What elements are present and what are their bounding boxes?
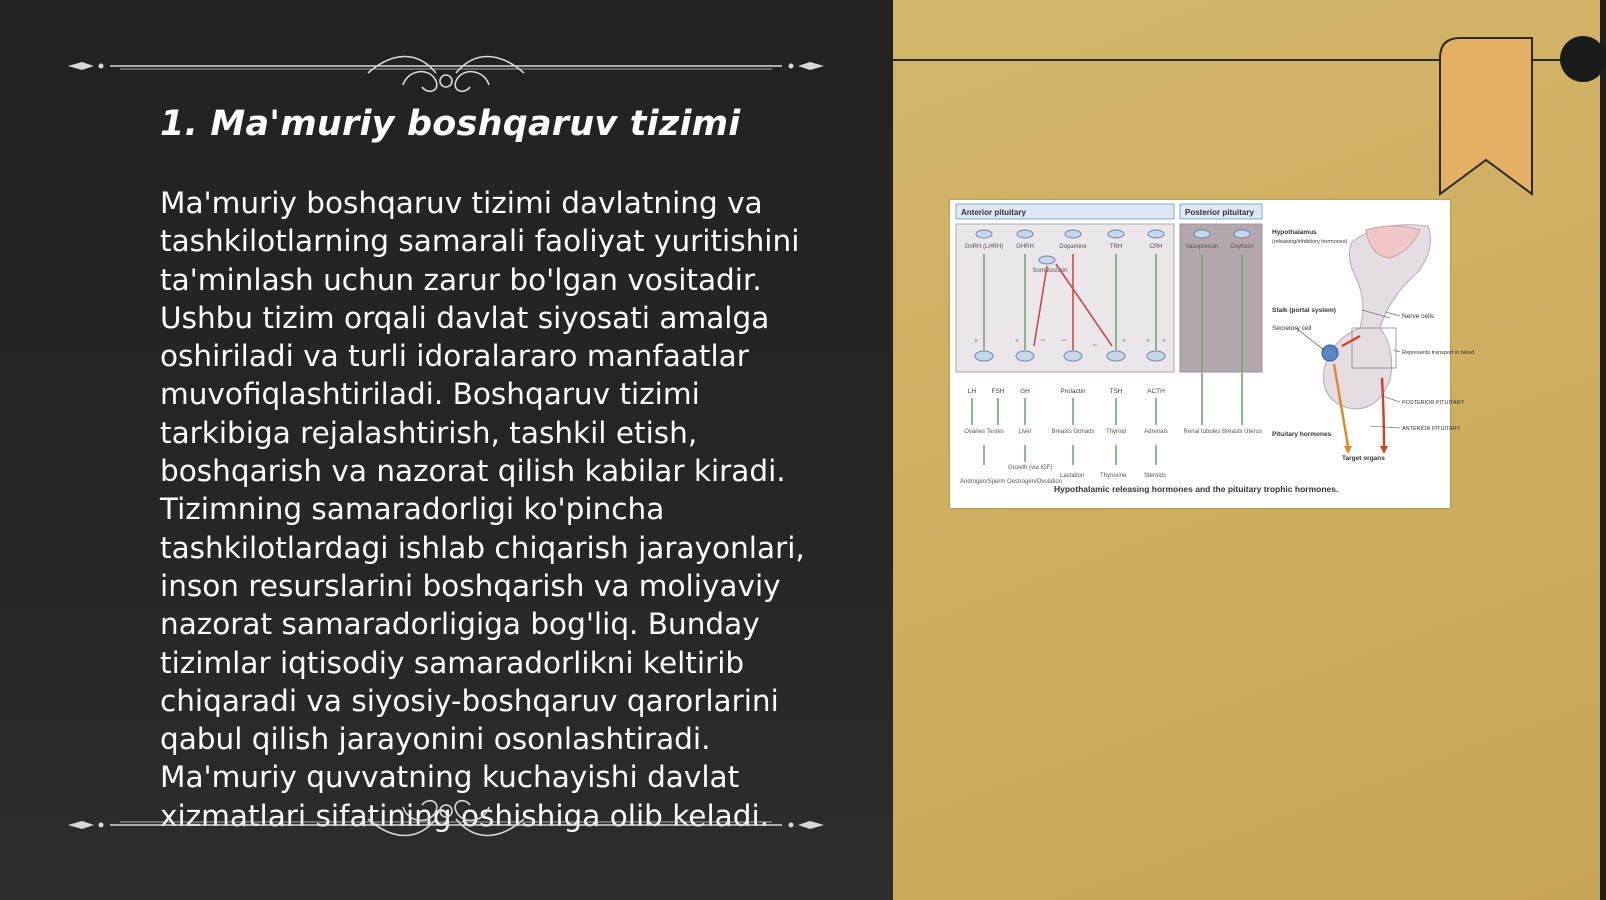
figure-caption: Hypothalamic releasing hormones and the pituitary trophic hormones. bbox=[1054, 484, 1339, 494]
anatomy-anterior: ANTERIOR PITUITARY bbox=[1402, 426, 1461, 432]
svg-text:+: + bbox=[1014, 336, 1020, 345]
product-lactation: Lactation bbox=[1060, 473, 1085, 479]
trophic-gh: GH bbox=[1020, 388, 1030, 395]
product-steroids: Steroids bbox=[1144, 473, 1167, 479]
pituitary-hormones-figure bbox=[950, 200, 1475, 508]
target-renal: Renal tubules bbox=[1183, 429, 1221, 435]
anatomy-hypothalamus-sub: (releasing/inhibitory hormones) bbox=[1272, 239, 1348, 245]
target-breasts-uterus: Breasts Uterus bbox=[1222, 429, 1262, 435]
bottom-ornament-divider bbox=[68, 801, 824, 851]
releasing-trh: TRH bbox=[1109, 244, 1123, 250]
trophic-tsh: TSH bbox=[1109, 388, 1123, 395]
svg-text:+: + bbox=[973, 336, 979, 345]
product-androgen: Androgen/Sperm Oestrogen/Ovulation bbox=[960, 479, 1063, 485]
svg-text:+: + bbox=[1161, 336, 1167, 345]
svg-text:+: + bbox=[1121, 336, 1127, 345]
trophic-fsh: FSH bbox=[991, 388, 1005, 395]
target-breasts-gonads: Breasts Gonads bbox=[1051, 429, 1095, 435]
anatomy-represents: Represents transport in blood bbox=[1402, 350, 1475, 356]
anatomy-secretory: Secretory cell bbox=[1272, 325, 1312, 332]
svg-text:−: − bbox=[1061, 335, 1067, 345]
product-thyroxine: Thyroxine bbox=[1100, 473, 1127, 479]
releasing-ghrh: GHRH bbox=[1016, 244, 1034, 250]
target-liver: Liver bbox=[1018, 429, 1032, 435]
anatomy-hypothalamus: Hypothalamus bbox=[1272, 229, 1317, 236]
target-thyroid: Thyroid bbox=[1105, 429, 1127, 435]
svg-text:−: − bbox=[1092, 340, 1098, 350]
posterior-oxytocin: Oxytocin bbox=[1230, 244, 1254, 250]
svg-text:−: − bbox=[1040, 335, 1046, 345]
top-ornament-divider bbox=[68, 41, 824, 91]
somatostatin-label: Somatostatin bbox=[1032, 268, 1068, 274]
corner-circle bbox=[1560, 36, 1606, 82]
trophic-lh: LH bbox=[967, 388, 977, 395]
posterior-vasopressin: Vasopressin bbox=[1185, 244, 1219, 250]
anatomy-target: Target organs bbox=[1342, 455, 1385, 462]
trophic-acth: ACTH bbox=[1147, 388, 1165, 395]
target-ovaries: Ovaries Testes bbox=[964, 429, 1004, 435]
anatomy-stalk: Stalk (portal system) bbox=[1272, 307, 1336, 314]
posterior-pituitary-label: Posterior pituitary bbox=[1185, 208, 1254, 217]
target-adrenals: Adrenals bbox=[1144, 429, 1168, 435]
anatomy-posterior: POSTERIOR PITUITARY bbox=[1402, 400, 1465, 406]
bookmark-ribbon bbox=[1438, 36, 1534, 196]
anatomy-pituitary-hormones: Pituitary hormones bbox=[1272, 431, 1332, 438]
svg-text:+: + bbox=[1145, 336, 1151, 345]
product-growth: Growth (via IGF) bbox=[1008, 465, 1053, 471]
releasing-gnrh: GnRH (LHRH) bbox=[964, 244, 1004, 250]
anatomy-nerve: Nerve cells bbox=[1402, 313, 1435, 320]
anterior-pituitary-label: Anterior pituitary bbox=[961, 208, 1026, 217]
releasing-dopamine: Dopamine bbox=[1059, 244, 1087, 250]
slide-body-text: Ma'muriy boshqaruv tizimi davlatning va tashkilotlarning samarali faoliyat yuritishini ta'minlash uchun zarur bo'lgan vositadir. Ushbu tizim orqali davlat siyosati amalga oshiriladi va turli idoralararo manfaatlar muvofiqlashtiriladi. Boshqaruv tizimi tarkibiga rejalashtirish, tashkil etish, boshqarish va nazorat qilish kabilar kiradi. Tizimning samaradorligi ko'pincha tashkilotlardagi ishlab chiqarish jarayonlari, inson resurslarini boshqarish va moliyaviy nazorat samaradorligiga bog'liq. Bunday tizimlar iqtisodiy samaradorlikni keltirib chiqaradi va siyosiy-boshqaruv qarorlarini qabul qilish jarayonini osonlashtiradi. Ma'muriy quvvatning kuchayishi davlat xizmatlari sifatining oshishiga olib keladi. bbox=[160, 186, 805, 833]
releasing-crh: CRH bbox=[1149, 244, 1163, 250]
slide-title: 1. Ma'muriy boshqaruv tizimi bbox=[160, 104, 741, 144]
trophic-prolactin: Prolactin bbox=[1060, 388, 1086, 395]
